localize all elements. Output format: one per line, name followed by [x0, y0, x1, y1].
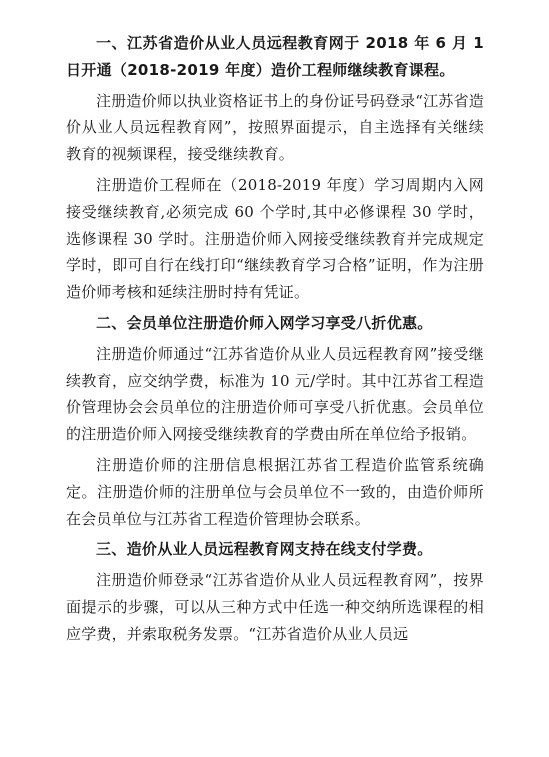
section-2-heading: 二、会员单位注册造价师入网学习享受八折优惠。 — [96, 313, 433, 332]
section-3-heading: 三、造价从业人员远程教育网支持在线支付学费。 — [96, 540, 433, 559]
section-2-paragraph-2: 注册造价师的注册信息根据江苏省工程造价监管系统确定。注册造价师的注册单位与会员单位不一致的，由造价师所在会员单位与江苏省工程造价管理协会联系。 — [66, 455, 484, 528]
section-2-paragraph-1: 注册造价师通过“江苏省造价从业人员远程教育网”接受继续教育，应交纳学费，标准为 10 元/学时。其中江苏省工程造价管理协会会员单位的注册造价师可享受八折优惠。会员单位的注册造价师入网接受继续教育的学费由所在单位给予报销。 — [66, 344, 484, 444]
section-1-paragraph-1: 注册造价师以执业资格证书上的身份证号码登录“江苏省造价从业人员远程教育网”，按照界面提示，自主选择有关继续教育的视频课程，接受继续教育。 — [66, 91, 484, 164]
section-3-paragraph-1: 注册造价师登录“江苏省造价从业人员远程教育网”，按界面提示的步骤，可以从三种方式中任选一种交纳所选课程的相应学费，并索取税务发票。“江苏省造价从业人员远 — [66, 571, 484, 643]
section-1-heading: 一、江苏省造价从业人员远程教育网于 2018 年 6 月 1 日开通（2018-2019 年度）造价工程师继续教育课程。 — [66, 34, 484, 79]
document-page — [66, 30, 484, 648]
section-1-paragraph-2: 注册造价工程师在（2018-2019 年度）学习周期内入网接受继续教育,必须完成 60 个学时,其中必修课程 30 学时，选修课程 30 学时。注册造价师入网接受继续教育并完成规定学时，即可自行在线打印“继续教育学习合格”证明，作为注册造价师考核和延续注册时持有凭证。 — [66, 175, 484, 302]
